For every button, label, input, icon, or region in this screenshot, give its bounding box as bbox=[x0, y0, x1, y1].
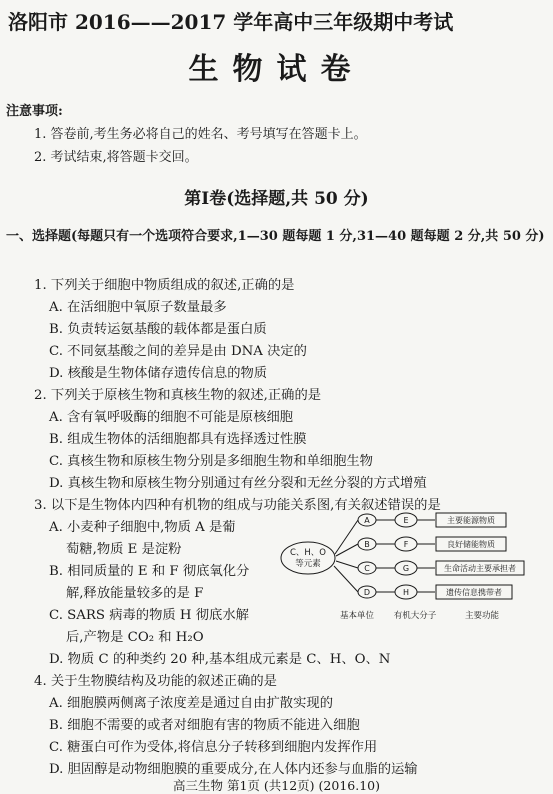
unit-label: A bbox=[364, 516, 370, 525]
subject-title: 生物试卷 bbox=[188, 52, 365, 87]
question-option: D. 胆固醇是动物细胞膜的重要成分,在人体内还参与血脂的运输 bbox=[49, 762, 418, 777]
unit-label: C bbox=[364, 564, 370, 573]
macro-label: E bbox=[403, 516, 409, 525]
notice-heading: 注意事项: bbox=[6, 104, 63, 119]
question-option: A. 小麦种子细胞中,物质 A 是葡 bbox=[49, 520, 236, 535]
question-option-cont: 萄糖,物质 E 是淀粉 bbox=[66, 542, 182, 557]
unit-label: B bbox=[364, 540, 370, 549]
part-title: 第Ⅰ卷(选择题,共 50 分) bbox=[184, 189, 369, 209]
macro-label: F bbox=[403, 540, 409, 549]
row-c bbox=[358, 561, 524, 575]
question-stem: 4. 关于生物膜结构及功能的叙述正确的是 bbox=[34, 674, 277, 689]
question-option: A. 细胞膜两侧离子浓度差是通过自由扩散实现的 bbox=[49, 696, 333, 711]
unit-label: D bbox=[363, 588, 371, 597]
row-b bbox=[358, 537, 506, 551]
function-label: 主要能源物质 bbox=[447, 516, 495, 525]
macro-label: H bbox=[402, 588, 410, 597]
notice-item: 2. 考试结束,将答题卡交回。 bbox=[34, 150, 198, 165]
row-a bbox=[358, 513, 506, 527]
column-label: 基本单位 bbox=[339, 611, 375, 621]
question-option: B. 相同质量的 E 和 F 彻底氧化分 bbox=[49, 564, 250, 579]
column-label: 主要功能 bbox=[464, 611, 500, 621]
function-label: 良好储能物质 bbox=[447, 540, 495, 549]
question-stem: 1. 下列关于细胞中物质组成的叙述,正确的是 bbox=[34, 278, 295, 293]
question-option: B. 组成生物体的活细胞都具有选择透过性膜 bbox=[49, 432, 307, 447]
column-label: 有机大分子 bbox=[393, 611, 437, 621]
macro-label: G bbox=[402, 564, 410, 573]
question-stem: 3. 以下是生物体内四种有机物的组成与功能关系图,有关叙述错误的是 bbox=[34, 498, 441, 513]
question-option: D. 核酸是生物体储存遗传信息的物质 bbox=[49, 366, 268, 381]
question-option-cont: 后,产物是 CO₂ 和 H₂O bbox=[66, 630, 204, 645]
function-label: 生命活动主要承担者 bbox=[444, 564, 516, 573]
question-option: C. 糖蛋白可作为受体,将信息分子转移到细胞内发挥作用 bbox=[49, 740, 378, 755]
notice-item: 1. 答卷前,考生务必将自己的姓名、考号填写在答题卡上。 bbox=[34, 127, 367, 142]
element-label: 等元素 bbox=[295, 559, 321, 569]
organic-compound-diagram bbox=[279, 506, 551, 624]
question-option: C. 不同氨基酸之间的差异是由 DNA 决定的 bbox=[49, 344, 307, 359]
row-d bbox=[358, 585, 512, 599]
element-ellipse bbox=[281, 542, 335, 574]
page-footer: 高三生物 第1页 (共12页) (2016.10) bbox=[173, 778, 380, 793]
function-label: 遗传信息携带者 bbox=[446, 588, 502, 597]
element-label: C、H、O bbox=[289, 548, 327, 558]
question-option: D. 物质 C 的种类约 20 种,基本组成元素是 C、H、O、N bbox=[49, 652, 391, 667]
question-option: C. 真核生物和原核生物分别是多细胞生物和单细胞生物 bbox=[49, 454, 373, 469]
question-option: A. 含有氧呼吸酶的细胞不可能是原核细胞 bbox=[49, 410, 294, 425]
question-stem: 2. 下列关于原核生物和真核生物的叙述,正确的是 bbox=[34, 388, 322, 403]
question-option: D. 真核生物和原核生物分别通过有丝分裂和无丝分裂的方式增殖 bbox=[49, 476, 427, 491]
question-option: B. 细胞不需要的或者对细胞有害的物质不能进入细胞 bbox=[49, 718, 360, 733]
question-option: A. 在活细胞中氧原子数量最多 bbox=[49, 300, 227, 315]
question-option: C. SARS 病毒的物质 H 彻底水解 bbox=[49, 608, 249, 623]
question-option: B. 负责转运氨基酸的载体都是蛋白质 bbox=[49, 322, 267, 337]
question-option-cont: 解,释放能量较多的是 F bbox=[66, 586, 204, 601]
exam-title: 洛阳市 2016——2017 学年高中三年级期中考试 bbox=[8, 10, 454, 34]
section-heading: 一、选择题(每题只有一个选项符合要求,1—30 题每题 1 分,31—40 题每题 2 分,共 50 分) bbox=[6, 229, 545, 244]
